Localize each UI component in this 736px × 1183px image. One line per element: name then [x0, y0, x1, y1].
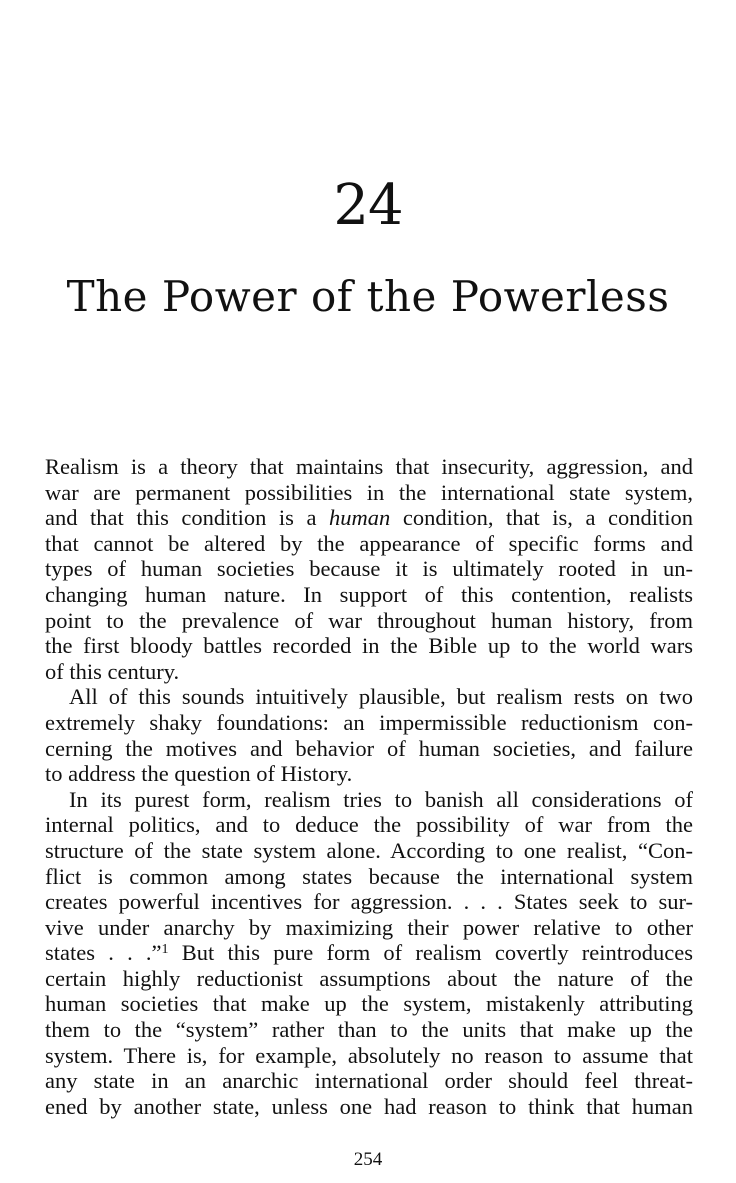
text-line: flict is common among states because the international system — [45, 863, 693, 889]
chapter-title: The Power of the Powerless — [66, 272, 670, 321]
text-line: extremely shaky foundations: an impermissible reductionism con- — [45, 709, 693, 735]
emphasis: human — [329, 505, 391, 531]
text-line: system. There is, for example, absolutely no reason to assume that — [45, 1042, 693, 1068]
text-line: war are permanent possibilities in the international state system, — [45, 479, 693, 505]
text-line: point to the prevalence of war throughout human history, from — [45, 607, 693, 633]
text-line: any state in an anarchic international order should feel threat- — [45, 1068, 693, 1094]
text-line: cerning the motives and behavior of human societies, and failure — [45, 735, 693, 761]
text-line: to address the question of History. — [45, 761, 353, 787]
text-line: that cannot be altered by the appearance of specific forms and — [45, 530, 693, 556]
body-text — [45, 454, 693, 1119]
text-line: certain highly reductionist assumptions about the nature of the — [45, 965, 693, 991]
text-line: vive under anarchy by maximizing their power relative to other — [45, 914, 693, 940]
page-number: 254 — [353, 1149, 383, 1170]
text-run: and that this condition is a — [45, 505, 330, 531]
text-line — [45, 940, 693, 966]
chapter-number: 24 — [333, 173, 403, 238]
text-line: types of human societies because it is ultimately rooted in un- — [45, 556, 693, 582]
text-line: In its purest form, realism tries to banish all considerations of — [69, 786, 693, 812]
text-run: But this pure form of realism covertly reintroduces — [168, 940, 693, 966]
footnote-ref: 1 — [161, 942, 169, 958]
text-run: states . . .” — [45, 940, 162, 966]
text-line: structure of the state system alone. According to one realist, “Con- — [45, 837, 693, 863]
text-line: ened by another state, unless one had reason to think that human — [45, 1093, 693, 1119]
text-line: of this century. — [45, 658, 180, 684]
text-line: internal politics, and to deduce the possibility of war from the — [45, 812, 693, 838]
text-run: condition, that is, a condition — [390, 505, 694, 531]
text-line: creates powerful incentives for aggression. . . . States seek to sur- — [45, 889, 693, 915]
text-line: human societies that make up the system, mistakenly attributing — [45, 991, 693, 1017]
text-line: Realism is a theory that maintains that insecurity, aggression, and — [45, 454, 693, 479]
text-line: them to the “system” rather than to the units that make up the — [45, 1017, 693, 1043]
text-line: All of this sounds intuitively plausible, but realism rests on two — [69, 684, 693, 710]
text-line: the first bloody battles recorded in the Bible up to the world wars — [45, 633, 693, 659]
text-line — [45, 505, 693, 531]
text-line: changing human nature. In support of this contention, realists — [45, 581, 693, 607]
